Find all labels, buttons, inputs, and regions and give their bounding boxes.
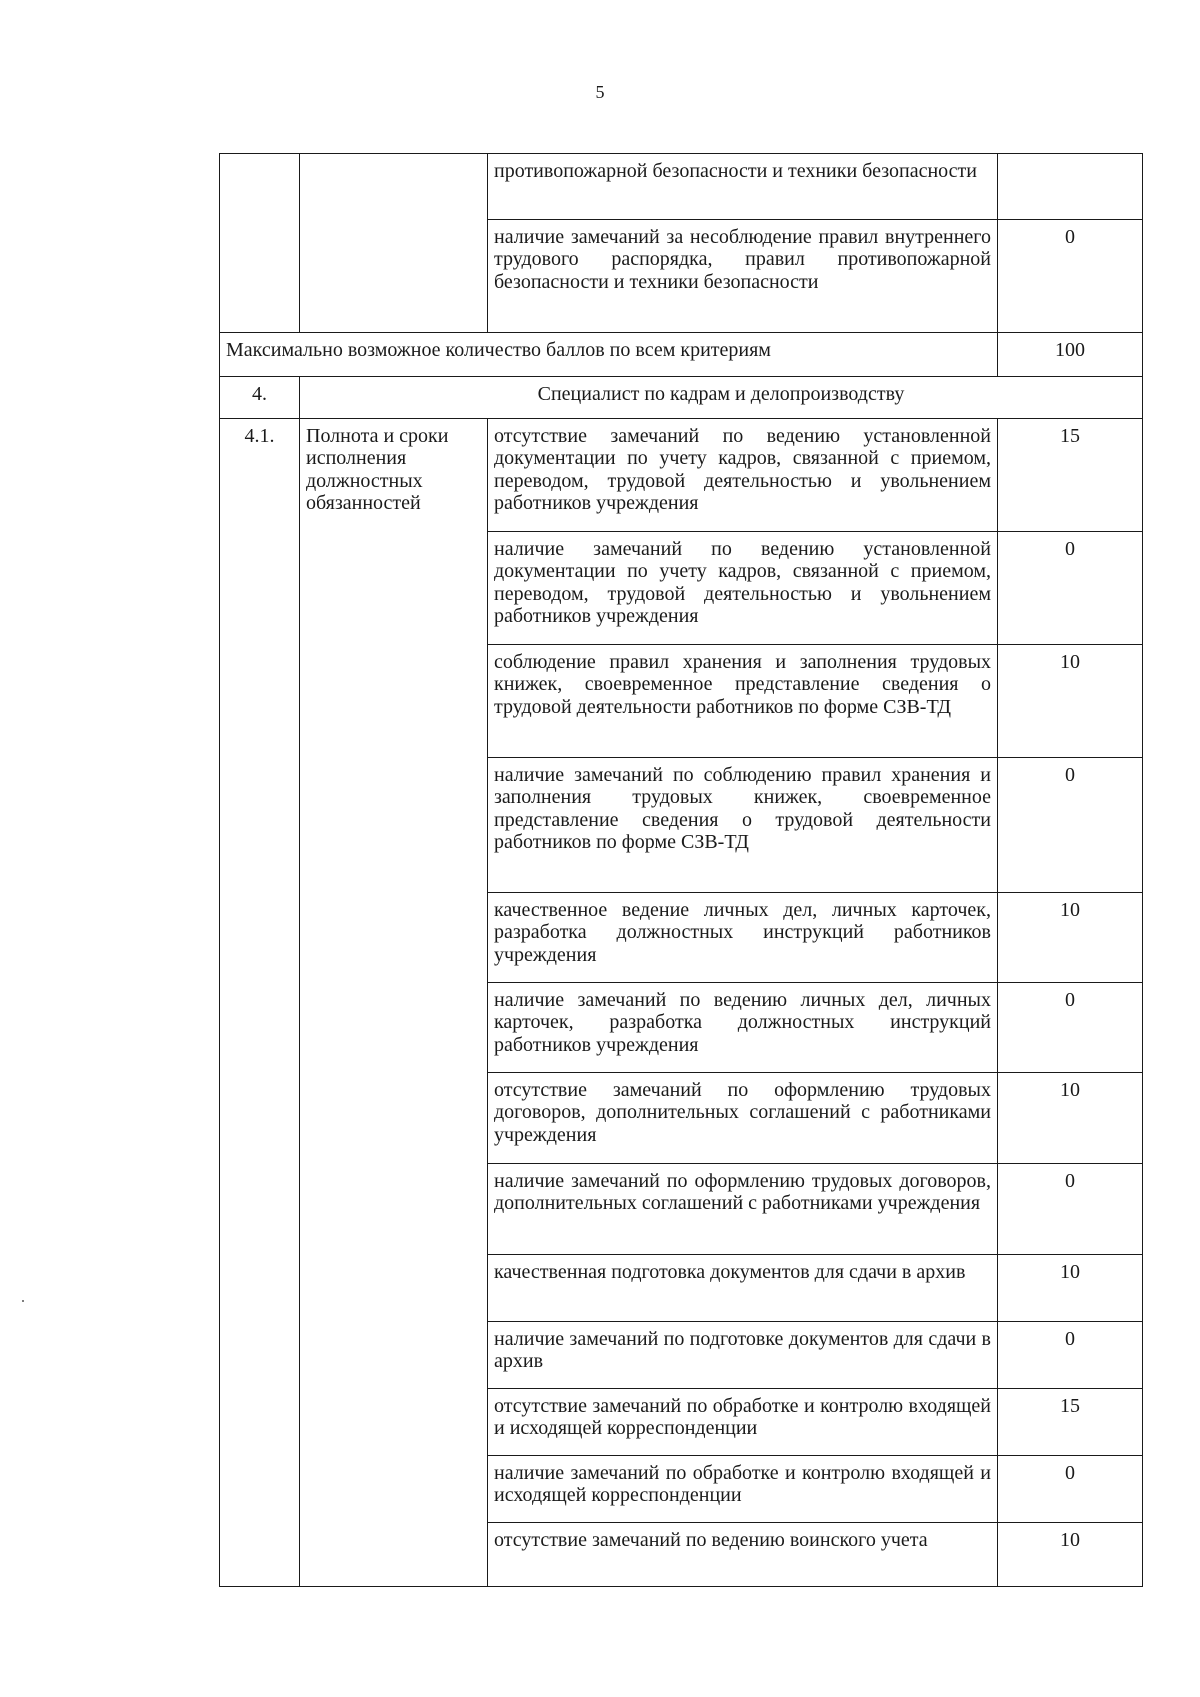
page-number: 5 [595, 82, 605, 102]
score-cell: 0 [998, 532, 1143, 645]
indicator-cell: отсутствие замечаний по обработке и контролю входящей и исходящей корреспонденции [488, 1389, 998, 1456]
score-cell: 0 [998, 220, 1143, 333]
table-row [220, 154, 1143, 220]
indicator-cell: наличие замечаний по подготовке документов для сдачи в архив [488, 1322, 998, 1389]
score-cell: 15 [998, 419, 1143, 532]
indicator-cell: соблюдение правил хранения и заполнения трудовых книжек, своевременное представление сведения о трудовой деятельности работников по форме СЗВ-ТД [488, 645, 998, 758]
indicator-cell: качественное ведение личных дел, личных карточек, разработка должностных инструкций работников учреждения [488, 893, 998, 983]
indicator-cell: отсутствие замечаний по ведению воинского учета [488, 1523, 998, 1587]
subsection-name: Полнота и сроки исполнения должностных обязанностей [300, 419, 488, 1587]
subsection-number: 4.1. [220, 419, 300, 1587]
indicator-cell: наличие замечаний по ведению установленной документации по учету кадров, связанной с приемом, переводом, трудовой деятельностью и увольнением работников учреждения [488, 532, 998, 645]
score-cell: 15 [998, 1389, 1143, 1456]
summary-score: 100 [998, 333, 1143, 377]
summary-row [220, 333, 1143, 377]
criterion-name-cell [300, 154, 488, 333]
number-cell [220, 154, 300, 333]
table-row [220, 419, 1143, 532]
score-cell: 0 [998, 1456, 1143, 1523]
summary-label: Максимально возможное количество баллов по всем критериям [220, 333, 998, 377]
score-cell: 0 [998, 983, 1143, 1073]
criteria-table [219, 153, 1143, 1587]
score-cell: 0 [998, 758, 1143, 893]
indicator-cell: наличие замечаний по ведению личных дел, личных карточек, разработка должностных инструкций работников учреждения [488, 983, 998, 1073]
indicator-cell: наличие замечаний по соблюдению правил хранения и заполнения трудовых книжек, своевременное представление сведения о трудовой деятельности работников по форме СЗВ-ТД [488, 758, 998, 893]
score-cell: 0 [998, 1164, 1143, 1255]
indicator-cell: противопожарной безопасности и техники безопасности [488, 154, 998, 220]
score-cell: 10 [998, 1255, 1143, 1322]
score-cell [998, 154, 1143, 220]
indicator-cell: наличие замечаний за несоблюдение правил внутреннего трудового распорядка, правил противопожарной безопасности и техники безопасности [488, 220, 998, 333]
score-cell: 10 [998, 893, 1143, 983]
scan-speck [22, 1300, 24, 1302]
section-number: 4. [220, 377, 300, 419]
indicator-cell: наличие замечаний по обработке и контролю входящей и исходящей корреспонденции [488, 1456, 998, 1523]
score-cell: 10 [998, 645, 1143, 758]
indicator-cell: качественная подготовка документов для сдачи в архив [488, 1255, 998, 1322]
section-row [220, 377, 1143, 419]
score-cell: 0 [998, 1322, 1143, 1389]
indicator-cell: наличие замечаний по оформлению трудовых договоров, дополнительных соглашений с работниками учреждения [488, 1164, 998, 1255]
indicator-cell: отсутствие замечаний по ведению установленной документации по учету кадров, связанной с приемом, переводом, трудовой деятельностью и увольнением работников учреждения [488, 419, 998, 532]
score-cell: 10 [998, 1073, 1143, 1164]
score-cell: 10 [998, 1523, 1143, 1587]
section-title: Специалист по кадрам и делопроизводству [300, 377, 1143, 419]
indicator-cell: отсутствие замечаний по оформлению трудовых договоров, дополнительных соглашений с работниками учреждения [488, 1073, 998, 1164]
